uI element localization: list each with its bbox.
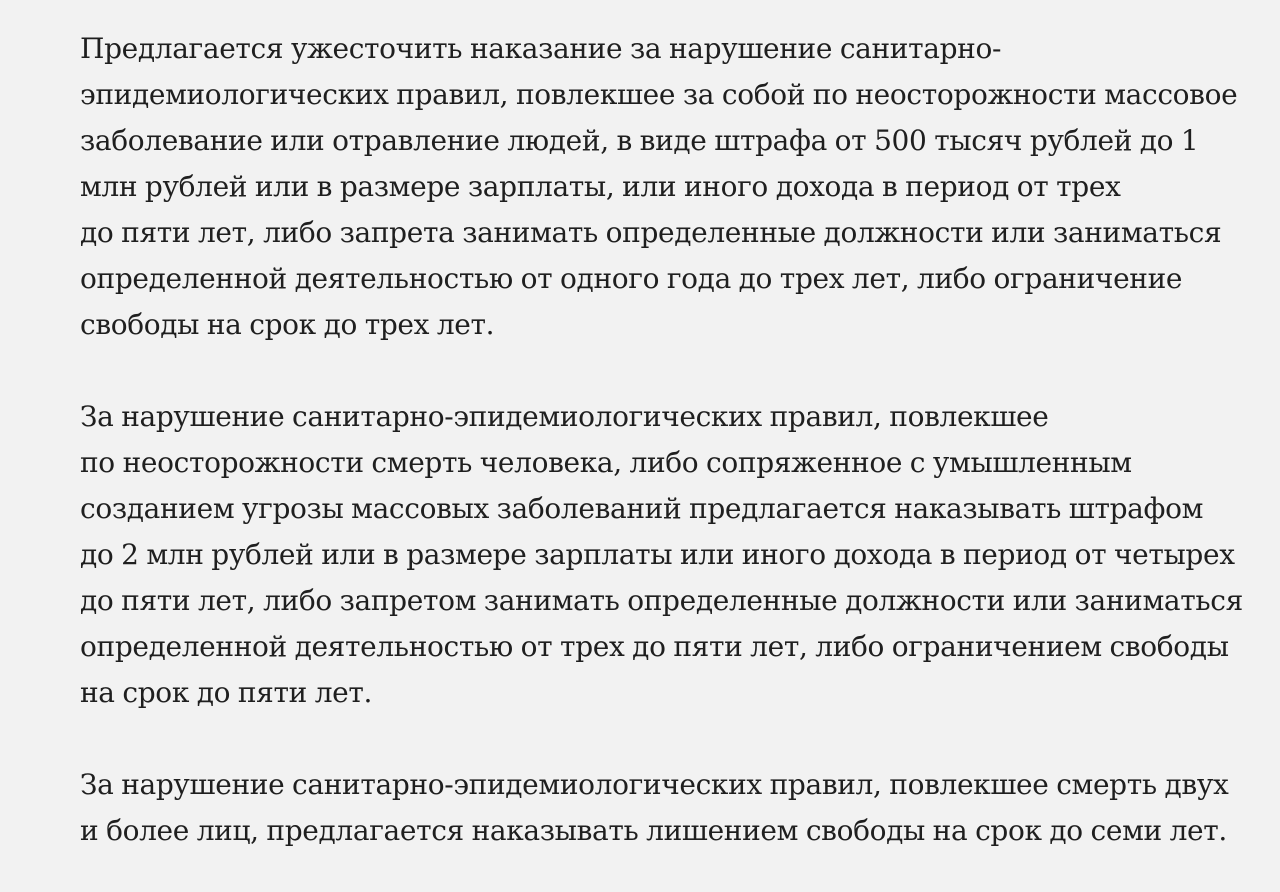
text-line: млн рублей или в размере зарплаты, или иного дохода в период от трех [80,170,1121,203]
text-line: до пяти лет, либо запрета занимать определенные должности или заниматься [80,216,1222,249]
text-line: За нарушение санитарно-эпидемиологических правил, повлекшее [80,400,1049,433]
text-line: заболевание или отравление людей, в виде штрафа от 500 тысяч рублей до 1 [80,124,1199,157]
text-line: эпидемиологических правил, повлекшее за собой по неосторожности массовое [80,78,1238,111]
text-line: до пяти лет, либо запретом занимать определенные должности или заниматься [80,584,1243,617]
paragraph-death-of-two-or-more [80,762,1240,854]
text-line: и более лиц, предлагается наказывать лишением свободы на срок до семи лет. [80,814,1227,847]
text-line: За нарушение санитарно-эпидемиологических правил, повлекшее смерть двух [80,768,1229,801]
text-line: созданием угрозы массовых заболеваний предлагается наказывать штрафом [80,492,1204,525]
text-line: по неосторожности смерть человека, либо сопряженное с умышленным [80,446,1132,479]
text-line: свободы на срок до трех лет. [80,308,495,341]
text-line: на срок до пяти лет. [80,676,373,709]
paragraph-fine-mass-illness [80,26,1240,348]
text-line: до 2 млн рублей или в размере зарплаты или иного дохода в период от четырех [80,538,1235,571]
paragraph-death-of-person [80,394,1243,716]
text-line: определенной деятельностью от одного года до трех лет, либо ограничение [80,262,1183,295]
text-line: определенной деятельностью от трех до пяти лет, либо ограничением свободы [80,630,1229,663]
text-line: Предлагается ужесточить наказание за нарушение санитарно- [80,32,1002,65]
